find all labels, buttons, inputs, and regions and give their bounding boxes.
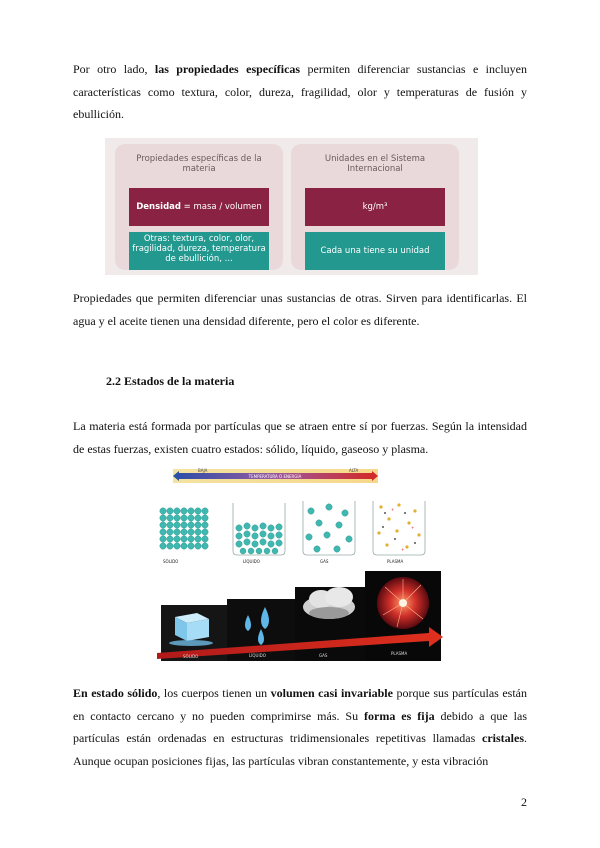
bold-text: las propiedades específicas	[154, 62, 301, 76]
arrow-label-low: BAJA	[198, 468, 208, 473]
label-solid-top: SÓLIDO	[163, 559, 179, 564]
density-box	[129, 188, 269, 226]
paragraph-solid-state	[73, 682, 527, 772]
bold-text: En estado sólido	[73, 686, 158, 700]
label-plasma-bottom: PLASMA	[391, 651, 408, 656]
section-heading: 2.2 Estados de la materia	[106, 374, 235, 388]
label-plasma-top: PLASMA	[387, 559, 404, 564]
si-units-panel	[291, 144, 459, 270]
svg-text:+: +	[391, 507, 395, 512]
panel-title: Unidades en el Sistema Internacional	[324, 154, 426, 174]
bold-text: cristales	[482, 731, 524, 745]
gas-container	[303, 501, 355, 555]
plasma-ball-icon	[377, 577, 429, 629]
label-gas-bottom: GAS	[319, 653, 328, 658]
solid-particles	[160, 508, 208, 549]
bottom-photo-strip	[157, 571, 443, 661]
label-liquid-top: LÍQUIDO	[243, 559, 260, 564]
states-of-matter-diagram	[153, 467, 447, 663]
arrow-label-center: TEMPERATURA O ENERGÍA	[248, 474, 302, 479]
other-units-box: Cada una tiene su unidad	[305, 232, 445, 270]
density-formula: = masa / volumen	[180, 202, 262, 212]
ice-cube-icon	[169, 613, 213, 646]
text-run: . Aunque ocupan posiciones fijas, las partículas vibran constantemente, y esta vibración	[73, 731, 527, 768]
paragraph-identification: Propiedades que permiten diferenciar unas sustancias de otras. Sirven para identificarlas. El agua y el aceite tienen una densidad diferente, pero el color es diferente.	[73, 291, 527, 328]
text-run: debido a que las partículas están ordenadas en estructuras tridimensionales repetitivas llamadas	[73, 708, 527, 745]
properties-diagram	[105, 138, 478, 275]
label-gas-top: GAS	[320, 559, 329, 564]
other-properties-box: Otras: textura, color, olor, fragilidad, dureza, temperatura de ebullición, ...	[129, 232, 269, 270]
page-number: 2	[521, 795, 527, 809]
label-liquid-bottom: LÍQUIDO	[249, 653, 266, 658]
plasma-container	[373, 501, 425, 555]
density-unit-box: kg/m³	[305, 188, 445, 226]
liquid-container	[233, 503, 285, 555]
text-run: porque sus partículas están en contacto cercano y no pueden comprimirse más. Su	[73, 686, 528, 723]
specific-properties-panel	[115, 144, 283, 270]
bold-text: forma es fija	[364, 708, 435, 723]
text-run: Por otro lado,	[73, 62, 155, 76]
panel-title: Propiedades específicas de la materia	[136, 154, 262, 174]
svg-text:+: +	[401, 547, 405, 552]
bold-text: volumen casi invariable	[270, 686, 393, 700]
text-run: permiten diferenciar sustancias e incluyen características como textura, color, dureza, fragilidad, olor y temperaturas de fusión y ebullición.	[73, 62, 528, 121]
paragraph-properties	[73, 58, 527, 126]
text-run: , los cuerpos tienen un	[157, 686, 271, 700]
arrow-label-high: ALTA	[349, 468, 359, 473]
paragraph-states: La materia está formada por partículas que se atraen entre sí por fuerzas. Según la intensidad de estas fuerzas, existen cuatro estados: sólido, líquido, gaseoso y plasma.	[73, 419, 527, 456]
label-solid-bottom: SÓLIDO	[183, 654, 199, 659]
svg-text:+: +	[411, 525, 415, 530]
density-label: Densidad	[136, 202, 181, 212]
